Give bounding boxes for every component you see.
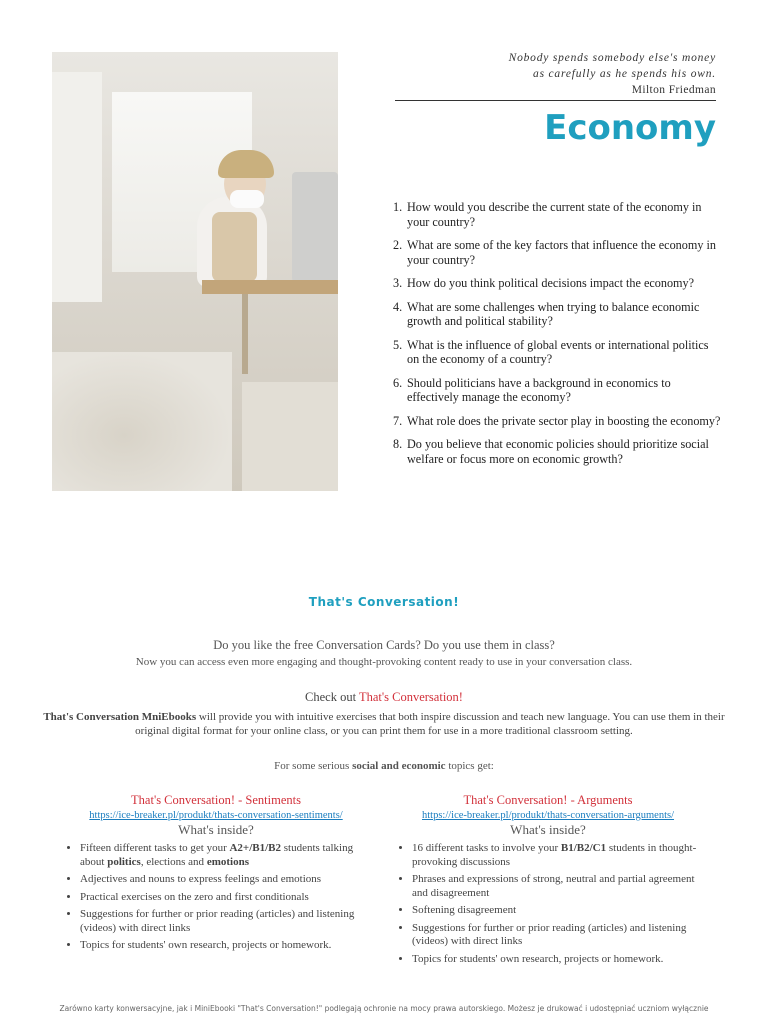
list-item: 6. Should politicians have a background in economics to effectively manage the economy?	[393, 375, 671, 404]
whats-inside-heading: What's inside?	[178, 822, 254, 837]
question-list	[393, 200, 723, 475]
list-item: • Softening disagreement	[412, 904, 698, 918]
list-item: • Fifteen different tasks to get your A2+/B1/B2 students talking about politics, elections and emotions	[80, 842, 366, 869]
list-item: • Practical exercises on the zero and first conditionals	[80, 891, 366, 905]
product-sentiments	[66, 793, 366, 957]
list-item: 3. How do you think political decisions impact the economy?	[393, 276, 695, 290]
list-item: • 16 different tasks to involve your B1/B2/C1 students in thought-provoking discussions	[412, 842, 698, 869]
promo-description: That's Conversation MniEbooks will provide you with intuitive exercises that both inspire discussion and teach new language. You can use them in their original digital format for your online class, or you can print them for use in a more traditional classroom setting.	[43, 711, 725, 737]
quote-block	[356, 50, 716, 98]
product-link[interactable]: https://ice-breaker.pl/produkt/thats-conversation-sentiments/	[89, 810, 343, 821]
promo-intro: Now you can access even more engaging and thought-provoking content ready to use in your conversation class.	[135, 656, 633, 668]
promo-title: That's Conversation!	[308, 595, 460, 609]
product-link[interactable]: https://ice-breaker.pl/produkt/thats-conversation-arguments/	[421, 810, 675, 821]
promo-question: Do you like the free Conversation Cards? Do you use them in class?	[213, 638, 555, 652]
list-item: • Topics for students' own research, projects or homework.	[412, 953, 698, 967]
list-item: 7. What role does the private sector play in boosting the economy?	[393, 413, 721, 428]
list-item: 5. What is the influence of global events or international politics on the economy of a country?	[393, 337, 709, 366]
list-item: • Phrases and expressions of strong, neutral and partial agreement and disagreement	[412, 873, 698, 900]
copyright-footer: Zarówno karty konwersacyjne, jak i MiniEbooki "That's Conversation!" podlegają ochronie na mocy prawa autorskiego. Możesz je drukować i udostępniać uczniom wyłącznie	[59, 1004, 709, 1013]
list-item: 2. What are some of the key factors that influence the economy in your country?	[393, 238, 716, 267]
list-item: 4. What are some challenges when trying to balance economic growth and political stability?	[393, 299, 700, 328]
promo-topics: For some serious social and economic topics get:	[274, 760, 494, 772]
list-item: 8. Do you believe that economic policies should prioritize social welfare or focus more on economic growth?	[393, 437, 709, 466]
quote-line-2: as carefully as he spends his own.	[533, 68, 716, 80]
product-arguments	[398, 793, 698, 970]
divider	[395, 100, 716, 101]
quote-author: Milton Friedman	[631, 84, 716, 96]
list-item: • Topics for students' own research, projects or homework.	[80, 939, 366, 953]
whats-inside-heading: What's inside?	[510, 822, 586, 837]
list-item: • Adjectives and nouns to express feelings and emotions	[80, 873, 366, 887]
promo-check-out: Check out That's Conversation!	[305, 690, 463, 704]
factory-worker-photo	[52, 52, 338, 491]
feature-list	[66, 842, 366, 953]
list-item: • Suggestions for further or prior reading (articles) and listening (videos) with direct links	[412, 922, 698, 949]
promo-link[interactable]: That's Conversation!	[358, 690, 463, 704]
page-title: Economy	[544, 108, 716, 148]
product-title: That's Conversation! - Arguments	[463, 793, 633, 807]
product-title: That's Conversation! - Sentiments	[131, 793, 301, 807]
quote-line-1: Nobody spends somebody else's money	[508, 52, 716, 64]
list-item: 1. How would you describe the current state of the economy in your country?	[393, 200, 702, 229]
feature-list	[398, 842, 698, 966]
list-item: • Suggestions for further or prior reading (articles) and listening (videos) with direct links	[80, 908, 366, 935]
